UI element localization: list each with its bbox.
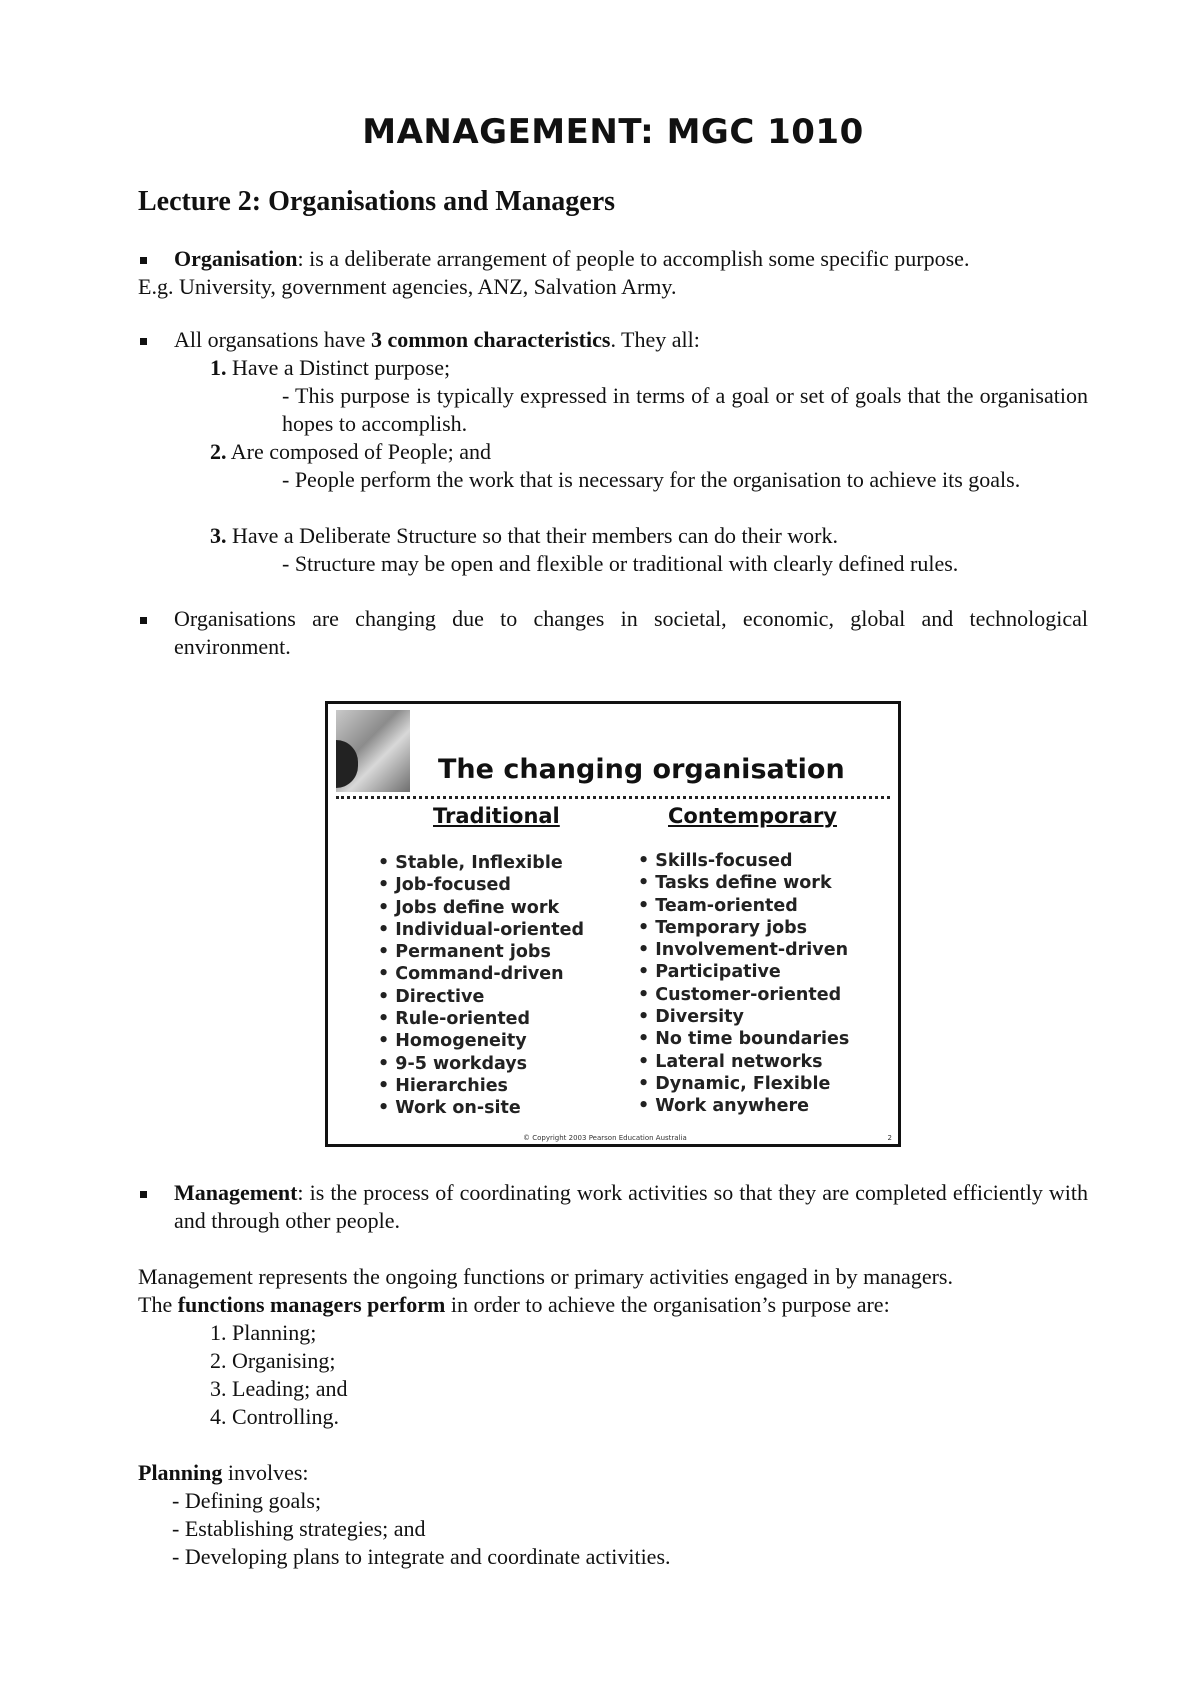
function-item: 4. Controlling. bbox=[210, 1404, 339, 1429]
bullet-icon bbox=[140, 617, 147, 624]
list-item: • Individual-oriented bbox=[378, 919, 584, 940]
characteristics-intro-post: . They all: bbox=[610, 327, 700, 352]
bullet-icon bbox=[140, 338, 147, 345]
list-item: • Skills-focused bbox=[638, 851, 793, 871]
contemporary-heading: Contemporary bbox=[668, 804, 837, 828]
lecture-heading: Lecture 2: Organisations and Managers bbox=[138, 186, 616, 217]
characteristic-3 bbox=[210, 522, 838, 550]
characteristic-text: Are composed of People; and bbox=[226, 439, 492, 464]
planning-post: involves: bbox=[222, 1460, 309, 1485]
characteristics-intro-bold: 3 common characteristics bbox=[370, 327, 611, 352]
list-item: • 9-5 workdays bbox=[378, 1053, 528, 1074]
planning-heading bbox=[138, 1459, 309, 1487]
management-definition bbox=[174, 1179, 1088, 1235]
bullet-icon bbox=[140, 1191, 147, 1198]
function-item: 3. Leading; and bbox=[210, 1376, 348, 1401]
characteristics-intro bbox=[174, 326, 700, 354]
characteristic-2-detail: - People perform the work that is necessary for the organisation to achieve its goals. bbox=[282, 467, 1021, 492]
characteristics-intro-pre: All organsations have bbox=[174, 327, 371, 352]
list-item: • Permanent jobs bbox=[378, 942, 551, 963]
document-title: MANAGEMENT: MGC 1010 bbox=[362, 112, 864, 152]
characteristic-text: Have a Distinct purpose; bbox=[226, 355, 451, 380]
list-item: • Jobs define work bbox=[378, 897, 560, 918]
slide-copyright: © Copyright 2003 Pearson Education Australia bbox=[523, 1134, 687, 1142]
functions-line-post: in order to achieve the organisation’s purpose are: bbox=[445, 1292, 890, 1317]
function-item: 2. Organising; bbox=[210, 1348, 336, 1373]
function-item: 1. Planning; bbox=[210, 1320, 317, 1345]
slide-divider bbox=[336, 796, 890, 799]
management-term: Management bbox=[174, 1180, 298, 1205]
list-item: • Rule-oriented bbox=[378, 1009, 531, 1030]
traditional-list bbox=[378, 852, 584, 1120]
list-item: • Directive bbox=[378, 986, 485, 1007]
functions-line-pre: The bbox=[138, 1292, 178, 1317]
list-item: • Diversity bbox=[638, 1007, 744, 1028]
changing-organisation-slide bbox=[325, 701, 901, 1147]
slide-page-number: 2 bbox=[887, 1134, 892, 1142]
characteristic-text: Have a Deliberate Structure so that their members can do their work. bbox=[226, 523, 838, 548]
changing-text: Organisations are changing due to changes in societal, economic, global and technological environment. bbox=[174, 606, 1088, 659]
list-item: • Command-driven bbox=[378, 964, 564, 985]
list-item: • Hierarchies bbox=[378, 1075, 508, 1096]
planning-term: Planning bbox=[138, 1460, 223, 1485]
list-item: • Stable, Inflexible bbox=[378, 853, 563, 873]
list-item: • Job-focused bbox=[378, 875, 511, 896]
characteristic-2 bbox=[210, 438, 491, 466]
traditional-heading: Traditional bbox=[433, 804, 560, 828]
functions-line-bold: functions managers perform bbox=[177, 1292, 446, 1317]
list-item: • Work on-site bbox=[378, 1098, 521, 1119]
contemporary-list bbox=[638, 850, 849, 1118]
characteristic-number: 2. bbox=[210, 439, 227, 464]
functions-line bbox=[138, 1291, 890, 1319]
characteristic-1-detail: - This purpose is typically expressed in terms of a goal or set of goals that the organisation hopes to accomplish. bbox=[282, 383, 1088, 436]
list-item: • No time boundaries bbox=[638, 1029, 850, 1050]
characteristic-number: 1. bbox=[210, 355, 227, 380]
management-definition-text: : is the process of coordinating work activities so that they are completed efficiently with and through other people. bbox=[174, 1180, 1088, 1233]
list-item: • Involvement-driven bbox=[638, 940, 849, 961]
list-item: • Dynamic, Flexible bbox=[638, 1073, 831, 1094]
list-item: • Lateral networks bbox=[638, 1051, 823, 1072]
slide-title: The changing organisation bbox=[438, 754, 845, 785]
planning-item: - Defining goals; bbox=[172, 1488, 322, 1513]
organisation-definition bbox=[174, 245, 1088, 273]
list-item: • Customer-oriented bbox=[638, 984, 842, 1005]
list-item: • Team-oriented bbox=[638, 895, 798, 916]
characteristic-1 bbox=[210, 354, 450, 382]
slide-decoration-image bbox=[336, 710, 410, 792]
characteristic-3-detail: - Structure may be open and flexible or traditional with clearly defined rules. bbox=[282, 551, 959, 576]
list-item: • Homogeneity bbox=[378, 1031, 527, 1052]
list-item: • Temporary jobs bbox=[638, 917, 808, 938]
list-item: • Participative bbox=[638, 962, 781, 983]
organisation-term: Organisation bbox=[174, 246, 298, 271]
planning-item: - Establishing strategies; and bbox=[172, 1516, 426, 1541]
organisation-example: E.g. University, government agencies, ANZ, Salvation Army. bbox=[138, 274, 677, 299]
functions-intro: Management represents the ongoing functions or primary activities engaged in by managers. bbox=[138, 1264, 953, 1289]
characteristic-number: 3. bbox=[210, 523, 227, 548]
planning-item: - Developing plans to integrate and coordinate activities. bbox=[172, 1544, 671, 1569]
bullet-icon bbox=[140, 257, 147, 264]
list-item: • Tasks define work bbox=[638, 873, 832, 894]
list-item: • Work anywhere bbox=[638, 1096, 810, 1117]
organisation-definition-text: : is a deliberate arrangement of people to accomplish some specific purpose. bbox=[297, 246, 970, 271]
